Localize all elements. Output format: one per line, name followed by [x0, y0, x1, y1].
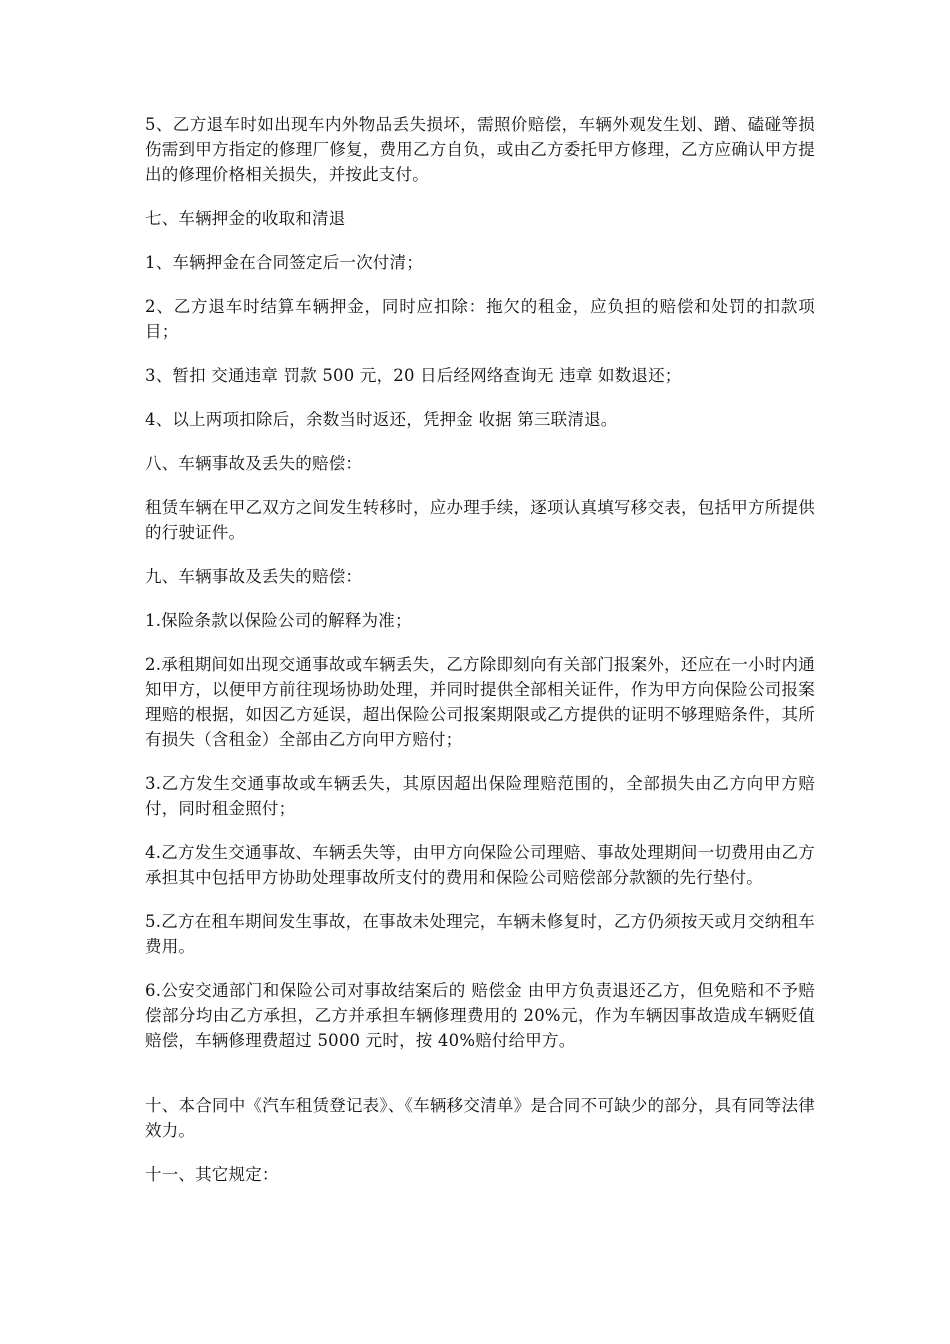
section-8-heading: 八、车辆事故及丢失的赔偿： [145, 454, 363, 473]
clause-9-1: 1.保险条款以保险公司的解释为准； [145, 611, 412, 630]
clause-5-return-damage: 5、乙方退车时如出现车内外物品丢失损坏，需照价赔偿，车辆外观发生划、蹭、磕碰等损伤需到甲方指定的修理厂修复，费用乙方自负，或由乙方委托甲方修理，乙方应确认甲方提出的修理价格相关损失，并按此支付。 [145, 115, 815, 184]
document-page [145, 112, 815, 1206]
section-9-heading: 九、车辆事故及丢失的赔偿： [145, 567, 363, 586]
clause-7-2: 2、乙方退车时结算车辆押金，同时应扣除：拖欠的租金，应负担的赔偿和处罚的扣款项目； [145, 297, 815, 341]
clause-8-body: 租赁车辆在甲乙双方之间发生转移时，应办理手续，逐项认真填写移交表，包括甲方所提供的行驶证件。 [145, 498, 815, 542]
section-10-body: 十、本合同中《汽车租赁登记表》、《车辆移交清单》是合同不可缺少的部分，具有同等法律效力。 [145, 1096, 815, 1140]
clause-9-3: 3.乙方发生交通事故或车辆丢失，其原因超出保险理赔范围的，全部损失由乙方向甲方赔付，同时租金照付； [145, 774, 815, 818]
section-11-heading: 十一、其它规定： [145, 1165, 279, 1184]
clause-7-1: 1、车辆押金在合同签定后一次付清； [145, 253, 423, 272]
clause-9-5: 5.乙方在租车期间发生事故，在事故未处理完，车辆未修复时，乙方仍须按天或月交纳租车费用。 [145, 912, 815, 956]
clause-7-3: 3、暂扣 交通违章 罚款 500 元，20 日后经网络查询无 违章 如数退还； [145, 366, 682, 385]
clause-7-4: 4、以上两项扣除后，余数当时返还，凭押金 收据 第三联清退。 [145, 410, 618, 429]
clause-9-2: 2.承租期间如出现交通事故或车辆丢失，乙方除即刻向有关部门报案外，还应在一小时内通知甲方，以便甲方前往现场协助处理，并同时提供全部相关证件，作为甲方向保险公司报案理赔的根据，如因乙方延误，超出保险公司报案期限或乙方提供的证明不够理赔条件，其所有损失（含租金）全部由乙方向甲方赔付； [145, 655, 815, 749]
clause-9-4: 4.乙方发生交通事故、车辆丢失等，由甲方向保险公司理赔、事故处理期间一切费用由乙方承担其中包括甲方协助处理事故所支付的费用和保险公司赔偿部分款额的先行垫付。 [145, 843, 815, 887]
section-7-heading: 七、车辆押金的收取和清退 [145, 209, 346, 228]
clause-9-6: 6.公安交通部门和保险公司对事故结案后的 赔偿金 由甲方负责退还乙方，但免赔和不予赔偿部分均由乙方承担，乙方并承担车辆修理费用的 20%元，作为车辆因事故造成车辆贬值赔偿，车辆修理费超过 5000 元时，按 40%赔付给甲方。 [145, 981, 815, 1050]
